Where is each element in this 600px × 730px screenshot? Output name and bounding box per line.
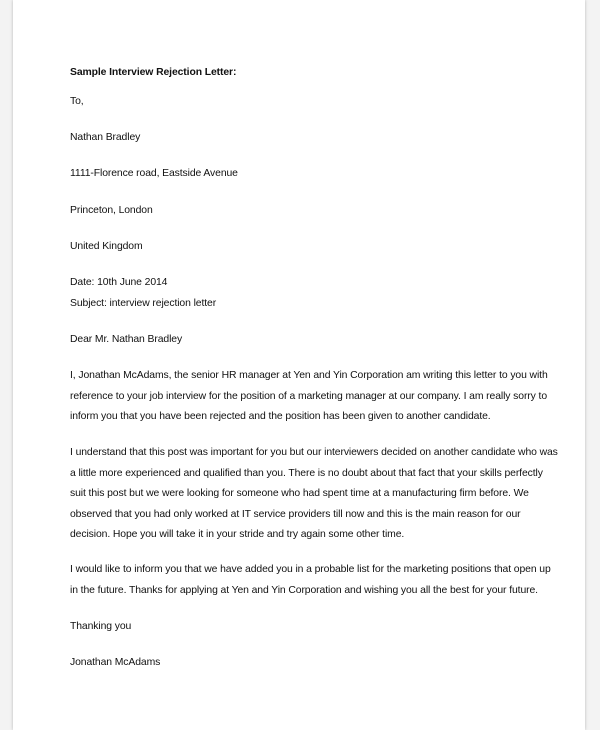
address-line-1: 1111-Florence road, Eastside Avenue bbox=[70, 168, 238, 179]
paragraph-line: a little more experienced and qualified than you. There is no doubt about that fact that your skills perfectly bbox=[70, 467, 543, 479]
paragraph-line: inform you that you have been rejected and the position has been given to another candidate. bbox=[70, 411, 491, 422]
letter-date: Date: 10th June 2014 bbox=[70, 277, 168, 288]
letter-title: Sample Interview Rejection Letter: bbox=[70, 67, 237, 78]
salutation-to: To, bbox=[70, 96, 84, 107]
letter-subject: Subject: interview rejection letter bbox=[70, 298, 217, 309]
paragraph-line: I, Jonathan McAdams, the senior HR manager at Yen and Yin Corporation am writing this letter to you with bbox=[70, 370, 548, 381]
address-line-3: United Kingdom bbox=[70, 241, 143, 252]
document-page bbox=[13, 0, 585, 730]
closing-line: Thanking you bbox=[70, 621, 132, 632]
signature-name: Jonathan McAdams bbox=[70, 657, 161, 668]
recipient-name: Nathan Bradley bbox=[70, 132, 141, 143]
paragraph-line: I would like to inform you that we have added you in a probable list for the marketing positions that open up bbox=[70, 564, 551, 575]
paragraph-line: observed that you had only worked at IT service providers till now and this is the main reason for our bbox=[70, 508, 521, 520]
letter-greeting: Dear Mr. Nathan Bradley bbox=[70, 334, 183, 345]
paragraph-3 bbox=[70, 560, 551, 601]
paragraph-1 bbox=[70, 366, 548, 428]
paragraph-2 bbox=[70, 443, 558, 546]
address-line-2: Princeton, London bbox=[70, 205, 153, 216]
paragraph-line: suit this post but we were looking for someone who had spent time at a manufacturing firm before. We bbox=[70, 488, 529, 499]
paragraph-line: reference to your job interview for the position of a marketing manager at our company. I am really sorry to bbox=[70, 390, 548, 402]
paragraph-line: in the future. Thanks for applying at Yen and Yin Corporation and wishing you all the best for your future. bbox=[70, 584, 538, 596]
paragraph-line: I understand that this post was important for you but our interviewers decided on another candidate who was bbox=[70, 447, 558, 458]
paragraph-line: decision. Hope you will take it in your stride and try again some other time. bbox=[70, 529, 405, 540]
